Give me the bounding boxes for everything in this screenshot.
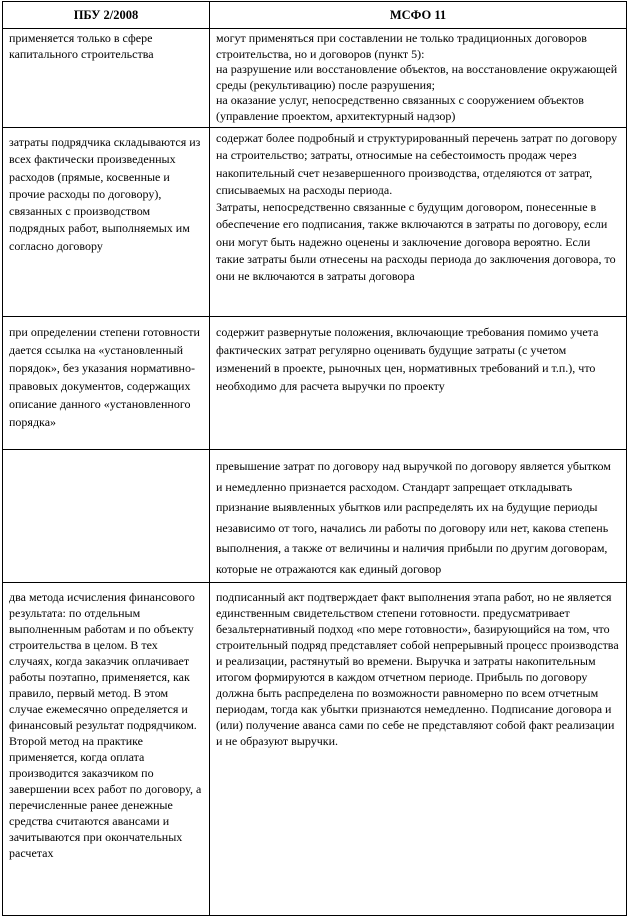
cell-text: при определении степени готовности дается ссылка на «установленный порядок», без указания нормативно-правовых документов, содержащих описание данного «установленного порядка» xyxy=(9,325,200,429)
cell-msfo xyxy=(210,583,627,916)
cell-pbu xyxy=(3,128,210,317)
cell-msfo xyxy=(210,317,627,450)
table-row xyxy=(3,128,627,317)
cell-text: применяется только в сфере капитального строительства xyxy=(9,31,154,61)
header-pbu: ПБУ 2/2008 xyxy=(3,2,210,29)
cell-pbu xyxy=(3,450,210,583)
comparison-table xyxy=(2,1,627,916)
cell-pbu xyxy=(3,317,210,450)
cell-msfo xyxy=(210,128,627,317)
cell-text: содержат более подробный и структурированный перечень затрат по договору на строительство; затраты, относимые на себестоимость продаж через накопительный счет незавершенного производства, отделяются от затрат, списываемых на расходы периода. Затраты, непосредственно связанные с будущим договором, понесенные в обеспечение его подписания, также включаются в затраты по договору, если они могут быть надежно оценены и заключение договора вероятно. Если такие затраты были отнесены на расходы периода до заключения договора, то они не включаются в затраты договора xyxy=(216,131,618,284)
header-row xyxy=(3,2,627,29)
cell-text: подписанный акт подтверждает факт выполнения этапа работ, но не является единственным свидетельством степени готовности. предусматривает безальтернативный подход «по мере готовности», базирующийся на том, что строительный подряд представляет собой непрерывный процесс производства и реализации, растянутый во времени. Выручка и затраты накопительным итогом формируются в каждом отчетном периоде. Прибыль по договору должна быть распределена по возможности равномерно по всем отчетным периодам, тогда как убытки признаются немедленно. Подписание договора и (или) получение аванса сами по себе не представляют собой факт реализации и не образуют выручки. xyxy=(216,590,619,748)
header-msfo: МСФО 11 xyxy=(210,2,627,29)
cell-text: содержит развернутые положения, включающие требования помимо учета фактических затрат регулярно оценивать будущие затраты (с учетом изменений в проекте, рыночных цен, нормативных требований и т.п.), что необходимо для расчета выручки по проекту xyxy=(216,325,599,393)
cell-text: затраты подрядчика складываются из всех фактически произведенных расходов (прямые, косвенные и прочие расходы по договору), связанных с производством подрядных работ, выполняемых им согласно договору xyxy=(9,135,201,253)
cell-pbu xyxy=(3,583,210,916)
table-row xyxy=(3,583,627,916)
table-row xyxy=(3,450,627,583)
table-row xyxy=(3,317,627,450)
cell-text: два метода исчисления финансового результата: по отдельным выполненным работам и по объекту строительства в целом. В тех случаях, когда заказчик оплачивает работы поэтапно, применяется, как правило, первый метод. В этом случае ежемесячно определяется и финансовый результат подрядчиком. Второй метод на практике применяется, когда оплата производится заказчиком по завершении всех работ по договору, а перечисленные ранее денежные средства считаются авансами и зачитываются при окончательных расчетах xyxy=(9,590,202,860)
cell-pbu xyxy=(3,29,210,128)
table-row xyxy=(3,29,627,128)
cell-msfo xyxy=(210,29,627,128)
cell-text: превышение затрат по договору над выручкой по договору является убытком и немедленно признается расходом. Стандарт запрещает откладывать признание выявленных убытков или распределять их на будущие периоды независимо от того, начались ли работы по договору или нет, какова степень выполнения, а также от величины и наличия прибыли по другим договорам, которые не отражаются как единый договор xyxy=(216,459,611,576)
cell-text: могут применяться при составлении не только традиционных договоров строительства, но и договоров (пункт 5): на разрушение или восстановление объектов, на восстановление окружающей среды (рекультивацию) после разрушения; на оказание услуг, непосредственно связанных с сооружением объектов (управление проектом, архитектурный надзор) xyxy=(216,31,618,123)
cell-msfo xyxy=(210,450,627,583)
